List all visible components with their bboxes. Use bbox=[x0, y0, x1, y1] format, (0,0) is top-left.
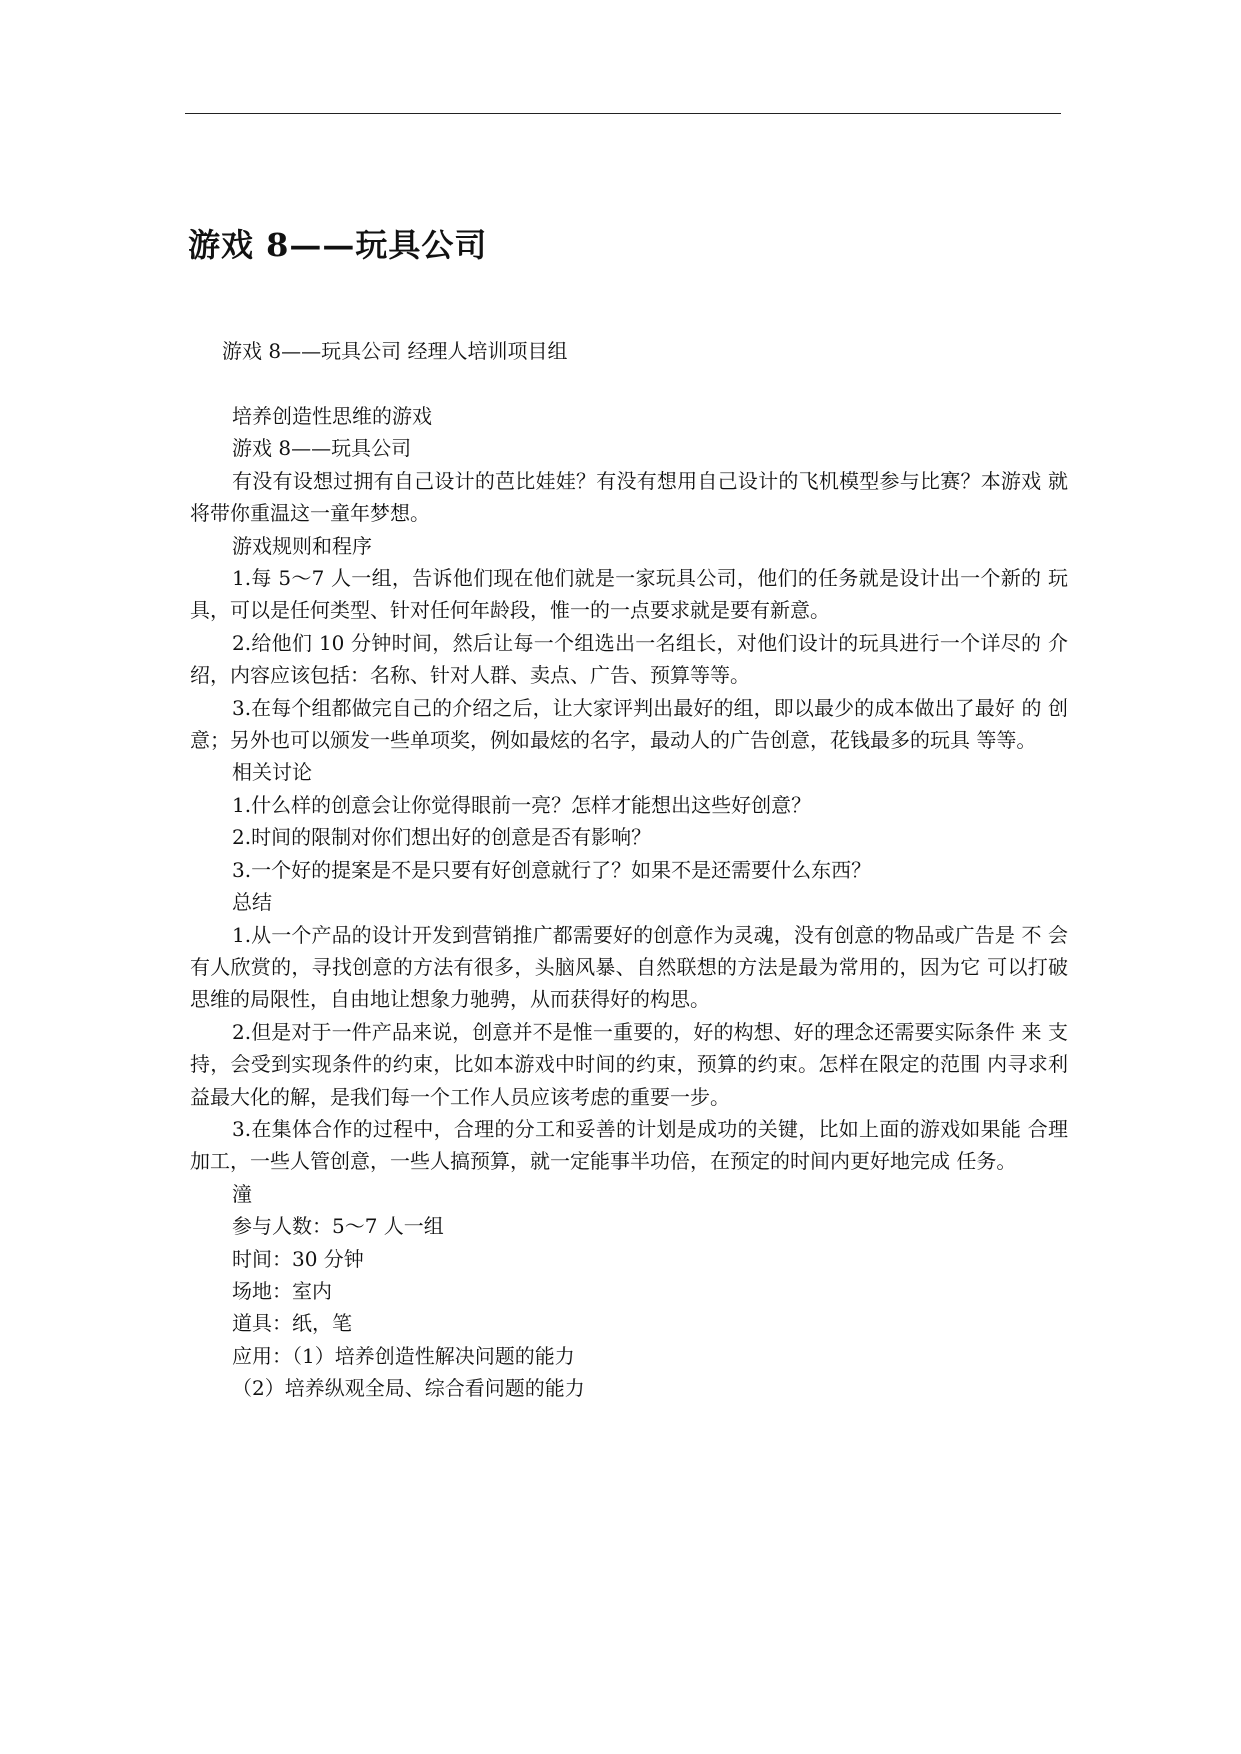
section-heading: 培养创造性思维的游戏 bbox=[232, 404, 432, 428]
application-1: 应用：（1）培养创造性解决问题的能力 bbox=[232, 1343, 575, 1368]
summary-heading: 总结 bbox=[232, 890, 272, 915]
intro-paragraph: 有没有设想过拥有自己设计的芭比娃娃？有没有想用自己设计的飞机模型参与比赛？本游戏 就将带你重温这一童年梦想。 bbox=[190, 468, 1068, 526]
discussion-2: 2.时间的限制对你们想出好的创意是否有影响？ bbox=[232, 825, 652, 850]
header-rule bbox=[185, 113, 1061, 114]
summary-2: 2.但是对于一件产品来说，创意并不是惟一重要的，好的构想、好的理念还需要实际条件 来 支持，会受到实现条件的约束，比如本游戏中时间的约束，预算的约束。怎样在限定的范围 内寻求利益最大化的解，是我们每一个工作人员应该考虑的重要一步。 bbox=[190, 1019, 1068, 1109]
application-2: （2）培养纵观全局、综合看问题的能力 bbox=[232, 1376, 585, 1401]
rule-3: 3.在每个组都做完自己的介绍之后，让大家评判出最好的组，即以最少的成本做出了最好 的 创意；另外也可以颁发一些单项奖，例如最炫的名字，最动人的广告创意，花钱最多的玩具 等等。 bbox=[190, 695, 1068, 753]
discussion-heading: 相关讨论 bbox=[232, 760, 312, 785]
rule-1: 1.每 5～7 人一组，告诉他们现在他们就是一家玩具公司，他们的任务就是设计出一个新的 玩具，可以是任何类型、针对任何年龄段，惟一的一点要求就是要有新意。 bbox=[190, 566, 1068, 623]
rule-2: 2.给他们 10 分钟时间，然后让每一个组选出一名组长，对他们设计的玩具进行一个详尽的 介绍，内容应该包括：名称、针对人群、卖点、广告、预算等等。 bbox=[190, 630, 1068, 688]
document-body bbox=[190, 400, 1068, 1405]
summary-1: 1.从一个产品的设计开发到营销推广都需要好的创意作为灵魂，没有创意的物品或广告是 不 会有人欣赏的，寻找创意的方法有很多，头脑风暴、自然联想的方法是最为常用的，因为它 可以打破思维的局限性，自由地让想象力驰骋，从而获得好的构思。 bbox=[190, 922, 1068, 1012]
game-name: 游戏 8——玩具公司 bbox=[232, 436, 412, 461]
document-title: 游戏 8——玩具公司 bbox=[188, 226, 488, 264]
summary-3: 3.在集体合作的过程中，合理的分工和妥善的计划是成功的关键，比如上面的游戏如果能 合理加工，一些人管创意，一些人搞预算，就一定能事半功倍，在预定的时间内更好地完成 任务。 bbox=[190, 1116, 1068, 1174]
participants-info: 参与人数：5～7 人一组 bbox=[232, 1214, 444, 1239]
rules-heading: 游戏规则和程序 bbox=[232, 533, 372, 558]
discussion-1: 1.什么样的创意会让你觉得眼前一亮？怎样才能想出这些好创意？ bbox=[232, 792, 812, 817]
time-info: 时间：30 分钟 bbox=[232, 1246, 364, 1271]
props-info: 道具：纸，笔 bbox=[232, 1311, 352, 1336]
discussion-3: 3.一个好的提案是不是只要有好创意就行了？如果不是还需要什么东西？ bbox=[232, 857, 872, 882]
venue-info: 场地：室内 bbox=[232, 1278, 332, 1303]
stray-character: 潼 bbox=[232, 1181, 252, 1206]
document-subtitle: 游戏 8——玩具公司 经理人培训项目组 bbox=[222, 339, 568, 363]
